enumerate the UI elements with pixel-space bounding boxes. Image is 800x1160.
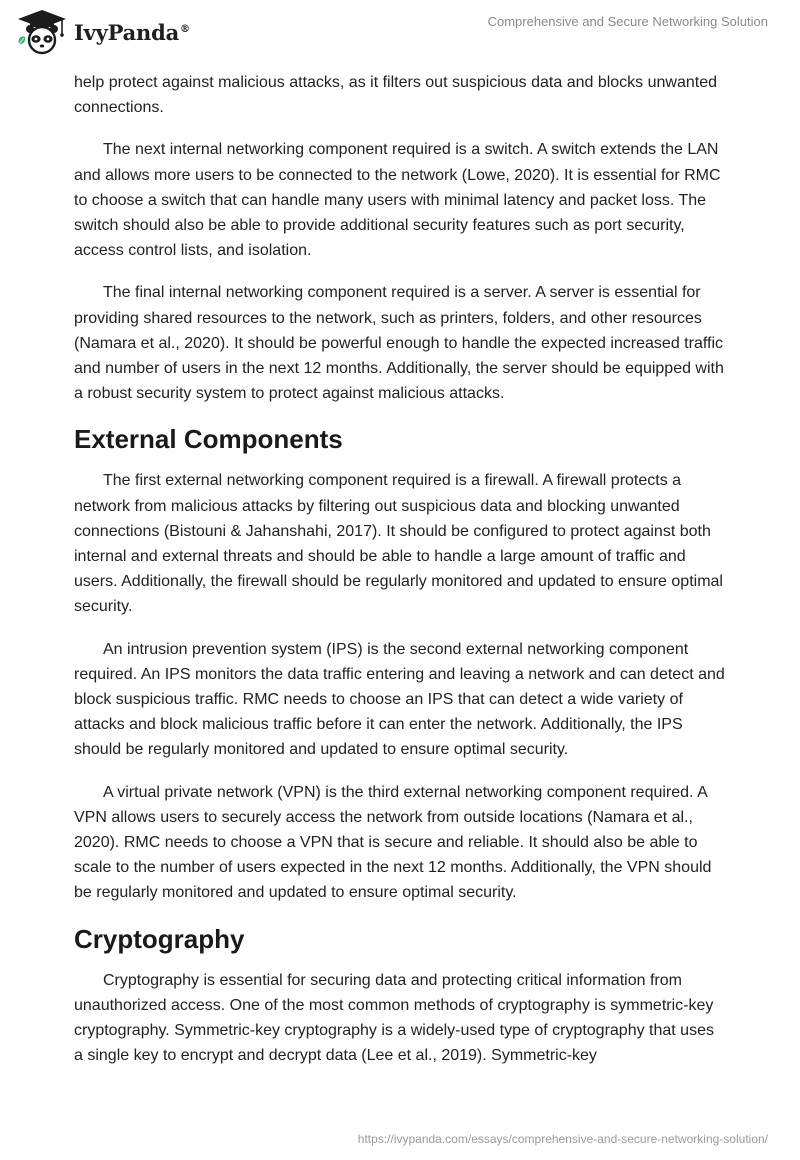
ivypanda-logo[interactable] xyxy=(14,8,190,56)
paragraph-cryptography: Cryptography is essential for securing data and protecting critical information from unauthorized access. One of the most common methods of cryptography is symmetric-key cryptography. Symmetric-key cryptography is a widely-used type of cryptography that uses a single key to encrypt and decrypt data (Lee et al., 2019). Symmetric-key xyxy=(74,971,714,1065)
document-title: Comprehensive and Secure Networking Solution xyxy=(487,14,768,29)
paragraph-ips: An intrusion prevention system (IPS) is the second external networking component required. An IPS monitors the data traffic entering and leaving a network and can detect and block suspicious traffic. RMC needs to choose an IPS that can detect a wide variety of attacks and block malicious traffic before it can enter the network. Additionally, the IPS should be regularly monitored and updated to ensure optimal security. xyxy=(74,640,725,759)
heading-cryptography: Cryptography xyxy=(74,923,245,954)
logo-text: IvyPanda xyxy=(74,19,180,45)
source-url-link[interactable]: https://ivypanda.com/essays/comprehensive-and-secure-networking-solution/ xyxy=(357,1132,768,1146)
paragraph-continuation: help protect against malicious attacks, as it filters out suspicious data and blocks unwanted connections. xyxy=(74,74,718,117)
paragraph-server: The final internal networking component required is a server. A server is essential for providing shared resources to the network, such as printers, folders, and other resources (Namara et al., 2020). It should be powerful enough to handle the expected increased traffic and number of users in the next 12 months. Additionally, the server should be equipped with a robust security system to protect against malicious attacks. xyxy=(74,284,724,403)
heading-external-components: External Components xyxy=(74,424,343,455)
paragraph-firewall: The first external networking component required is a firewall. A firewall protects a network from malicious attacks by filtering out suspicious data and blocking unwanted connections (Bistouni & Jahanshahi, 2017). It should be configured to protect against both internal and external threats and should be able to handle a large amount of traffic and users. Additionally, the firewall should be regularly monitored and updated to ensure optimal security. xyxy=(74,472,723,616)
panda-graduate-icon xyxy=(14,8,70,56)
registered-mark: ® xyxy=(180,23,190,35)
page-header xyxy=(0,0,800,68)
essay-content xyxy=(74,70,726,1086)
paragraph-switch: The next internal networking component required is a switch. A switch extends the LAN and allows more users to be connected to the network (Lowe, 2020). It is essential for RMC to choose a switch that can handle many users with minimal latency and packet loss. The switch should also be able to provide additional security features such as port security, access control lists, and isolation. xyxy=(74,141,721,260)
logo-wordmark xyxy=(74,20,190,45)
paragraph-vpn: A virtual private network (VPN) is the third external networking component required. A VPN allows users to securely access the network from outside locations (Namara et al., 2020). RMC needs to choose a VPN that is secure and reliable. It should also be able to scale to the number of users expected in the next 12 months. Additionally, the VPN should be regularly monitored and updated to ensure optimal security. xyxy=(74,783,712,902)
